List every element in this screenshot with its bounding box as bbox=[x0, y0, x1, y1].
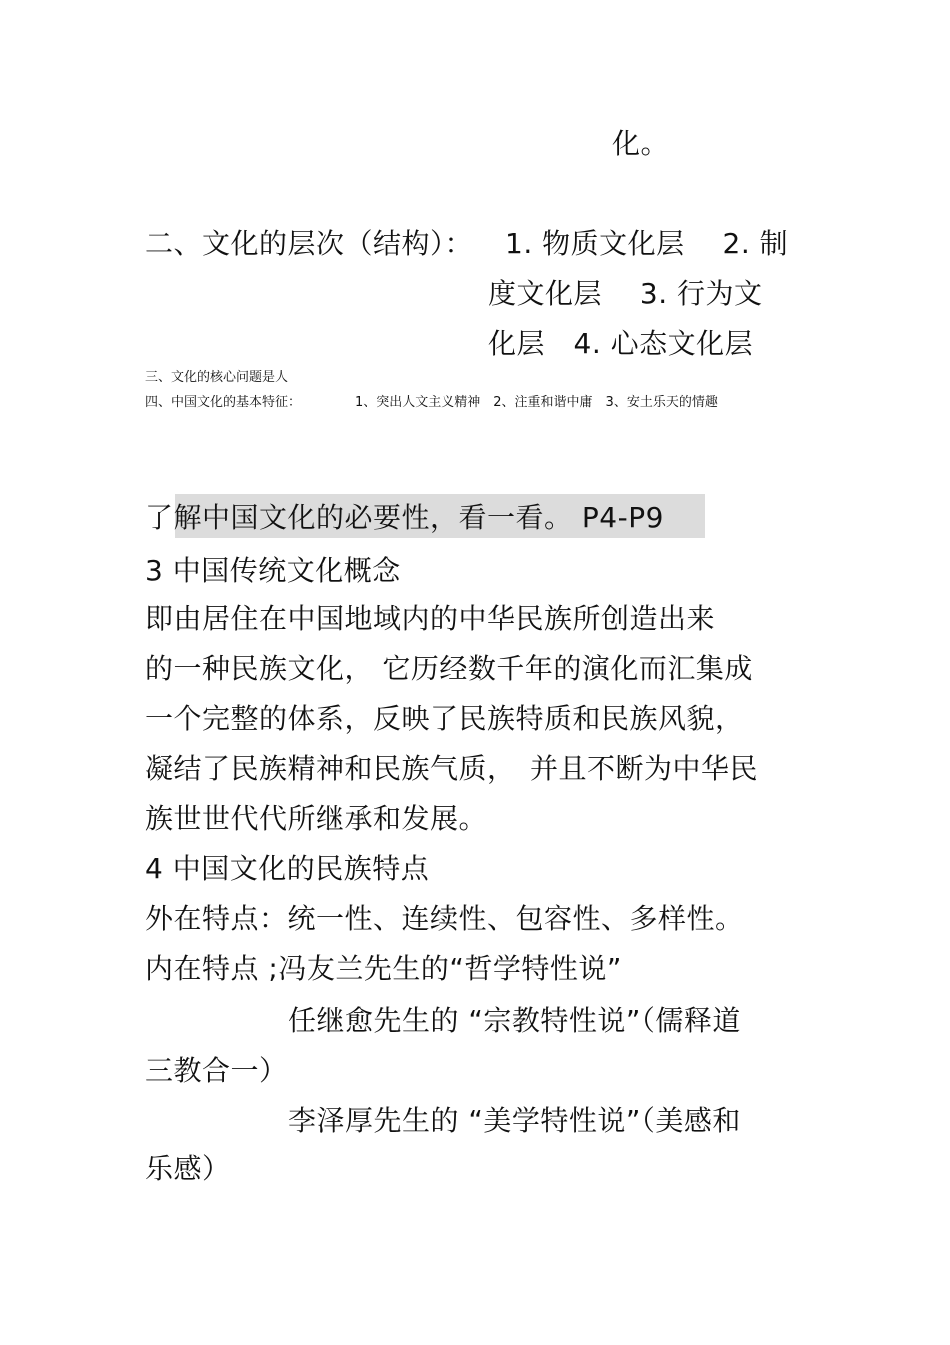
section4-items: 1、突出人文主义精神 2、注重和谐中庸 3、安土乐天的情趣 bbox=[355, 395, 718, 410]
section2-line3: 化层 4. 心态文化层 bbox=[488, 327, 754, 360]
features-heading: 4 中国文化的民族特点 bbox=[145, 852, 430, 885]
continuation-text: 化。 bbox=[612, 127, 670, 160]
features-ren-line1: 任继愈先生的 “宗教特性说”（儒释道 bbox=[288, 1004, 741, 1037]
features-li-line2: 乐感） bbox=[145, 1152, 231, 1185]
section3-text: 三、文化的核心问题是人 bbox=[145, 370, 289, 385]
features-outer: 外在特点：统一性、连续性、包容性、多样性。 bbox=[145, 902, 744, 935]
features-li-line1: 李泽厚先生的 “美学特性说”（美感和 bbox=[288, 1104, 741, 1137]
concept-line: 族世世代代所继承和发展。 bbox=[145, 802, 488, 835]
concept-line: 凝结了民族精神和民族气质， 并且不断为中华民 bbox=[145, 752, 759, 785]
section2-line2: 度文化层 3. 行为文 bbox=[488, 277, 763, 310]
concept-line: 一个完整的体系，反映了民族特质和民族风貌， bbox=[145, 702, 744, 735]
features-ren-line2: 三教合一） bbox=[145, 1054, 288, 1087]
highlight-text: 了解中国文化的必要性，看一看。 P4-P9 bbox=[145, 501, 664, 534]
section4-label: 四、中国文化的基本特征： bbox=[145, 395, 302, 410]
features-inner: 内在特点 ;冯友兰先生的“哲学特性说” bbox=[145, 952, 622, 985]
concept-line: 的一种民族文化， 它历经数千年的演化而汇集成 bbox=[145, 652, 753, 685]
section2-line1: 1. 物质文化层 2. 制 bbox=[505, 227, 789, 260]
concept-line: 即由居住在中国地域内的中华民族所创造出来 bbox=[145, 602, 716, 635]
concept-heading: 3 中国传统文化概念 bbox=[145, 554, 401, 587]
section2-label: 二、文化的层次（结构）： bbox=[145, 227, 474, 260]
